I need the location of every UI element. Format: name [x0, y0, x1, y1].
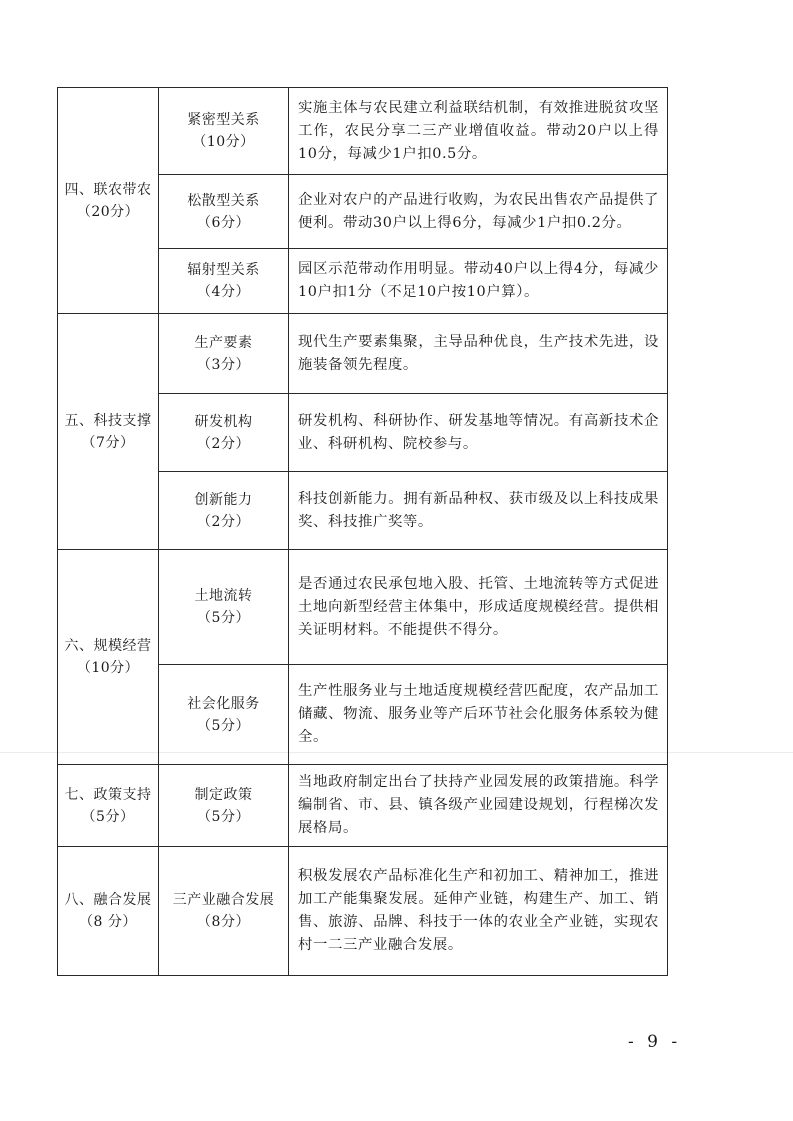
item-cell: [159, 765, 289, 847]
category-score: （5分）: [81, 808, 135, 825]
item-description: 积极发展农产品标准化生产和初加工、精神加工，推进加工产能集聚发展。延伸产业链，构建生产、加工、销售、旅游、品牌、科技于一体的农业全产业链，实现农村一二三产业融合发展。: [289, 847, 668, 976]
item-cell: [159, 665, 289, 765]
item-name: 生产要素: [194, 334, 253, 351]
category-name: 八、融合发展: [64, 892, 152, 908]
item-name: 紧密型关系: [187, 112, 260, 128]
item-score: （10分）: [192, 134, 255, 150]
table-row: [58, 314, 668, 394]
category-cell: [58, 550, 159, 765]
item-score: （5分）: [197, 808, 250, 825]
item-cell: [159, 314, 289, 394]
item-description: 生产性服务业与土地适度规模经营匹配度，农产品加工储藏、物流、服务业等产后环节社会化服务体系较为健全。: [289, 665, 668, 765]
category-score: （7分）: [81, 434, 135, 451]
item-score: （2分）: [197, 513, 250, 530]
item-name: 创新能力: [194, 491, 253, 508]
item-description: 科技创新能力。拥有新品种权、获市级及以上科技成果奖、科技推广奖等。: [289, 472, 668, 550]
item-score: （8分）: [197, 914, 250, 930]
table-row: [58, 765, 668, 847]
item-cell: [159, 175, 289, 249]
category-cell: [58, 847, 159, 976]
item-cell: [159, 847, 289, 976]
item-score: （6分）: [197, 214, 250, 231]
item-name: 三产业融合发展: [172, 892, 275, 908]
category-score: （20分）: [76, 203, 140, 220]
item-description: 实施主体与农民建立利益联结机制，有效推进脱贫攻坚工作，农民分享二三产业增值收益。带动20户以上得10分，每减少1户扣0.5分。: [289, 88, 668, 175]
table-row: [58, 550, 668, 665]
item-name: 社会化服务: [187, 695, 260, 712]
table-row: [58, 847, 668, 976]
category-name: 六、规模经营: [64, 638, 152, 654]
item-name: 研发机构: [194, 413, 253, 430]
category-name: 七、政策支持: [64, 786, 152, 803]
category-score: （10分）: [76, 660, 140, 676]
category-cell: [58, 314, 159, 550]
item-cell: [159, 394, 289, 472]
item-score: （5分）: [197, 610, 250, 626]
item-name: 土地流转: [194, 588, 253, 604]
item-score: （2分）: [197, 435, 250, 452]
item-description: 企业对农户的产品进行收购，为农民出售农产品提供了便利。带动30户以上得6分，每减少1户扣0.2分。: [289, 175, 668, 249]
item-name: 辐射型关系: [187, 262, 260, 278]
category-name: 五、科技支撑: [64, 412, 152, 429]
item-score: （5分）: [197, 717, 250, 734]
scoring-table: [57, 87, 668, 976]
table-row: [58, 88, 668, 175]
item-cell: [159, 249, 289, 314]
category-name: 四、联农带农: [64, 181, 152, 198]
item-score: （3分）: [197, 356, 250, 373]
category-cell: [58, 88, 159, 314]
item-cell: [159, 472, 289, 550]
item-description: 园区示范带动作用明显。带动40户以上得4分，每减少10户扣1分（不足10户按10户算）。: [289, 249, 668, 314]
page-number: - 9 -: [628, 1032, 682, 1052]
item-description: 当地政府制定出台了扶持产业园发展的政策措施。科学编制省、市、县、镇各级产业园建设规划，行程梯次发展格局。: [289, 765, 668, 847]
item-score: （4分）: [197, 284, 250, 300]
item-name: 制定政策: [194, 786, 253, 803]
item-cell: [159, 88, 289, 175]
category-cell: [58, 765, 159, 847]
item-name: 松散型关系: [187, 192, 260, 209]
item-description: 现代生产要素集聚，主导品种优良，生产技术先进，设施装备领先程度。: [289, 314, 668, 394]
item-description: 研发机构、科研协作、研发基地等情况。有高新技术企业、科研机构、院校参与。: [289, 394, 668, 472]
item-description: 是否通过农民承包地入股、托管、土地流转等方式促进土地向新型经营主体集中，形成适度规模经营。提供相关证明材料。不能提供不得分。: [289, 550, 668, 665]
category-score: （8 分）: [79, 914, 137, 930]
item-cell: [159, 550, 289, 665]
